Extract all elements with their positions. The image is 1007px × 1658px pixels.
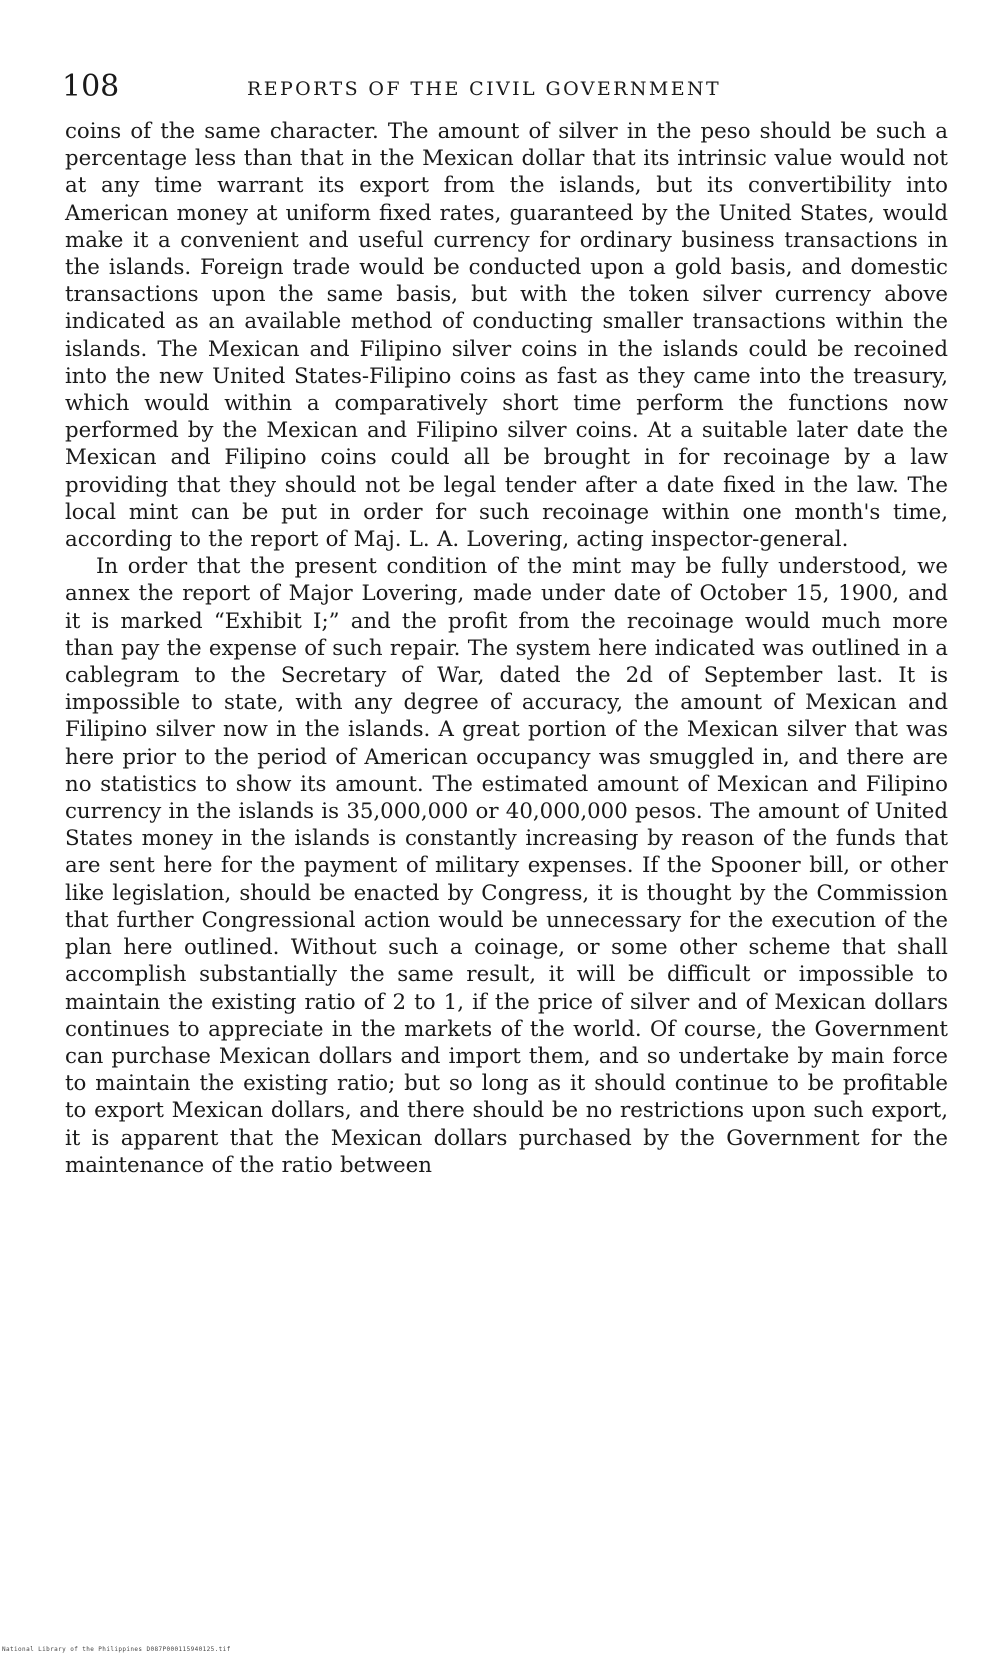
paragraph: coins of the same character. The amount of silver in the peso should be such a percentage less than that in the Mexican dollar that its intrinsic value would not at any time warrant its export from the islands, but its convertibility into American money at uniform fixed rates, guaranteed by the United States, would make it a convenient and useful currency for ordinary business transactions in the islands. Foreign trade would be conducted upon a gold basis, and domestic transactions upon the same basis, but with the token silver currency above indicated as an available method of conducting smaller transactions within the islands. The Mexican and Filipino silver coins in the islands could be recoined into the new United States-Filipino coins as fast as they came into the treasury, which would within a comparatively short time perform the functions now performed by the Mexican and Filipino silver coins. At a suitable later date the Mexican and Filipino coins could all be brought in for recoinage by a law providing that they should not be legal tender after a date fixed in the law. The local mint can be put in order for such recoinage within one month's time, according to the report of Maj. L. A. Lovering, acting inspector-general. (65, 119, 948, 553)
body-text (65, 118, 948, 1179)
page-number: 108 (62, 69, 120, 104)
page-header (62, 69, 941, 112)
running-head: REPORTS OF THE CIVIL GOVERNMENT (247, 78, 722, 100)
paragraph: In order that the present condition of the mint may be fully understood, we annex the report of Major Lovering, made under date of October 15, 1900, and it is marked “Exhibit I;” and the profit from the recoinage would much more than pay the expense of such repair. The system here indicated was outlined in a cablegram to the Secretary of War, dated the 2d of September last. It is impossible to state, with any degree of accuracy, the amount of Mexican and Filipino silver now in the islands. A great portion of the Mexican silver that was here prior to the period of American occupancy was smuggled in, and there are no statistics to show its amount. The estimated amount of Mexican and Filipino currency in the islands is 35,000,000 or 40,000,000 pesos. The amount of United States money in the islands is constantly increasing by reason of the funds that are sent here for the payment of military expenses. If the Spooner bill, or other like legislation, should be enacted by Congress, it is thought by the Commission that further Congressional action would be unnecessary for the execution of the plan here outlined. Without such a coinage, or some other scheme that shall accomplish substantially the same result, it will be difficult or impossible to maintain the existing ratio of 2 to 1, if the price of silver and of Mexican dollars continues to appreciate in the markets of the world. Of course, the Government can purchase Mexican dollars and import them, and so undertake by main force to maintain the existing ratio; but so long as it should continue to be profitable to export Mexican dollars, and there should be no restrictions upon such export, it is apparent that the Mexican dollars purchased by the Government for the maintenance of the ratio between (65, 554, 948, 1178)
library-stamp: National Library of the Philippines D087P000115940125.tif (2, 1646, 231, 1653)
